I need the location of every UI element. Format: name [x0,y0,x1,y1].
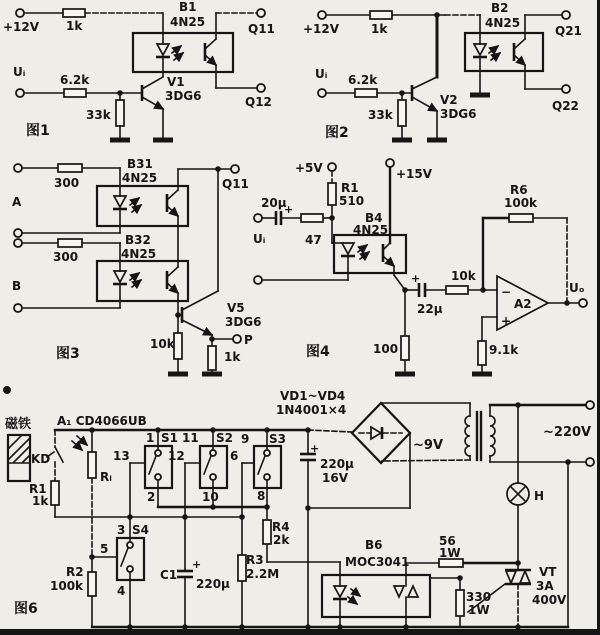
fig4-cap-in-plus: + [284,203,294,216]
fig4-led-symbol [341,243,369,259]
fig2-optocoupler-box [465,33,543,71]
fig3-opto1-name: B31 [127,157,153,171]
fig1-out-top-label: Q11 [248,22,275,36]
fig6-r4-name: R4 [272,520,290,534]
fig3-led1-symbol [113,196,141,212]
fig3-input-b-minus-terminal [14,304,22,312]
fig4-r-emitter-label: 100 [373,342,399,356]
fig4-opto-type: 4N25 [353,223,389,237]
fig1-title: 图1 [26,123,50,139]
fig4-cap-couple-plus: + [411,272,421,285]
fig4-output-terminal [579,299,587,307]
fig2-out-bottom-terminal [562,85,570,93]
fig3-opto2-type: 4N25 [121,247,157,261]
s3-pin-left: 6 [230,449,239,463]
fig1-resistor-33k [116,100,124,126]
fig4-input-label: Uᵢ [253,232,266,246]
fig1-resistor-1k [63,9,85,17]
fig2-opto-name: B2 [491,1,509,15]
s1-pin-bottom: 2 [147,490,156,504]
fig4-cap-in-label: 20μ [261,196,287,210]
fig3-optocoupler1-box [97,186,188,226]
magnet-label: 磁铁 [5,417,32,432]
capacitor-c1-symbol [177,571,193,577]
figure-3 [12,157,262,374]
triac-name: VT [539,565,557,579]
fig2-transistor-type: 3DG6 [440,107,477,121]
fig6-resistor-r2 [88,572,96,596]
fig4-phototransistor-symbol [383,243,394,266]
rectifier-label-2: 1N4001×4 [276,403,347,417]
fig1-transistor-symbol [142,77,163,109]
rectifier-label-1: VD1~VD4 [280,389,346,403]
magnet-symbol [8,435,30,481]
fig4-optocoupler-box [334,235,406,273]
fig6-r3-value: 2.2M [246,567,280,581]
fig1-r-base-label: 33k [86,108,111,122]
fig6-c1-plus: + [192,558,202,571]
fig2-supply-label: +12V [303,22,340,36]
fig4-opamp-inv-label: − [501,285,512,299]
s4-pin-left: 5 [100,542,109,556]
fig4-r1-value: 510 [339,194,365,208]
fig4-input-minus-terminal [254,276,262,284]
fig1-r-supply-label: 1k [66,19,83,33]
fig2-title: 图2 [325,125,349,141]
fig2-input-terminal [318,89,326,97]
fig1-phototransistor-symbol [205,39,216,65]
s3-pin-bottom: 8 [257,489,266,503]
fig4-r-series-label: 10k [451,269,476,283]
fig3-p-terminal [233,335,241,343]
s4-name: S4 [132,523,149,537]
fig3-transistor-name: V5 [227,301,245,315]
figure-4 [253,159,587,374]
fig2-r-base-label: 33k [368,108,393,122]
photoresistor-label: Rₗ [100,470,112,484]
fig4-opto-name: B4 [365,211,383,225]
fig6-r1-value: 1k [32,494,49,508]
fig3-output-label: Q11 [222,177,249,191]
fig6-resistor-56 [439,559,463,567]
fig4-resistor-r6 [509,214,533,222]
fig6-r3-name: R3 [246,553,264,567]
fig4-v-supply-terminal [386,159,394,167]
fig2-r-supply-label: 1k [371,22,388,36]
fig3-phototransistor1-symbol [167,190,178,216]
fig4-opamp-name: A2 [514,297,532,311]
triac-voltage: 400V [532,593,567,607]
s4-pin-top: 3 [117,523,126,537]
fig1-led-symbol [156,44,183,60]
fig4-resistor-47 [301,214,323,222]
fig2-phototransistor-symbol [514,39,525,65]
fig3-p-label: P [244,333,253,347]
fig1-out-bottom-label: Q12 [245,95,272,109]
fig6-r330-power: 1W [468,603,490,617]
fig3-input-b-label: B [12,279,22,293]
triac-current: 3A [536,579,554,593]
fig4-r-in-label: 47 [305,233,322,247]
figure-2 [303,1,582,141]
ac-secondary-label: ~9V [413,438,443,453]
fig2-resistor-1k [370,11,392,19]
fig1-out-bottom-terminal [257,84,265,92]
fig6-resistor-330 [456,590,464,616]
fig4-output-label: Uₒ [569,281,585,295]
fig1-r-input-label: 6.2k [60,73,90,87]
fig6-resistor-r4 [263,520,271,544]
fig6-r2-value: 100k [50,579,84,593]
fig2-resistor-33k [398,100,406,126]
fig6-cfilter-plus: + [310,442,320,455]
s3-pin-top: 9 [241,432,250,446]
fig4-resistor-100 [401,336,409,360]
s1-pin-top: 1 [146,431,155,445]
fig4-cap-couple-symbol [419,283,425,297]
fig3-resistor-1k [208,346,216,370]
fig3-input-a-minus-terminal [14,229,22,237]
s2-pin-bottom: 10 [202,490,219,504]
fig2-transistor-name: V2 [440,93,458,107]
fig6-optotriac-box [322,575,430,617]
s4-pin-bottom: 4 [117,584,126,598]
fig4-resistor-10k [446,286,468,294]
fig2-input-label: Uᵢ [315,67,328,81]
fig3-r-emitter-label: 1k [224,350,241,364]
fig4-cap-couple-label: 22μ [417,302,443,316]
fig4-v-supply-label: +15V [396,167,433,181]
fig3-title: 图3 [56,346,80,362]
fig2-out-top-label: Q21 [555,24,582,38]
fig1-supply-terminal [16,9,24,17]
reed-switch-label: KD [31,452,51,466]
fig1-resistor-6k2 [64,89,86,97]
fig4-resistor-r1 [328,183,336,205]
fig1-opto-name: B1 [179,0,197,14]
fig4-cap-in-symbol [276,211,281,225]
fig6-resistor-r1 [51,481,59,505]
s2-pin-top: 11 [182,431,199,445]
fig3-resistor-a [58,164,82,172]
fig6-r1-name: R1 [29,482,47,496]
s1-name: S1 [161,431,178,445]
fig4-input-plus-terminal [254,214,262,222]
mains-top-terminal [586,401,594,409]
fig1-wires [24,13,257,138]
fig1-input-label: Uᵢ [13,65,26,79]
fig1-supply-label: +12V [3,20,40,34]
fig3-led2-symbol [113,271,141,287]
fig6-resistor-r3 [238,555,246,581]
fig6-opto-type: MOC3041 [345,555,410,569]
fig3-r-base-label: 10k [150,337,175,351]
fig6-c1-name: C1 [160,568,178,582]
fig4-resistor-9k1 [478,341,486,365]
fig4-r-fb-value: 100k [504,196,538,210]
fig6-title: 图6 [14,601,38,617]
fig3-input-b-plus-terminal [14,239,22,247]
fig1-input-terminal [16,89,24,97]
fig3-input-a-label: A [12,195,22,209]
s1-pin-left: 13 [113,449,130,463]
fig2-opto-type: 4N25 [485,16,521,30]
fig3-phototransistor2-symbol [167,267,178,293]
fig1-out-top-terminal [257,9,265,17]
fig6-led-symbol [333,586,360,604]
transformer-symbol [465,412,495,460]
fig4-v-bias-terminal [328,163,336,171]
fig1-transistor-type: 3DG6 [165,89,202,103]
fig3-transistor-type: 3DG6 [225,315,262,329]
fig6-c1-value: 220μ [196,577,230,591]
fig3-input-a-plus-terminal [14,164,22,172]
fig4-v-bias-label: +5V [295,161,323,175]
fig6-r56-value: 56 [439,534,456,548]
lamp-label: H [534,489,545,503]
fig2-led-symbol [473,44,500,60]
fig4-r-fb-name: R6 [510,183,528,197]
fig2-out-top-terminal [562,11,570,19]
fig6-cfilter-voltage: 16V [322,471,348,485]
fig3-opto2-name: B32 [125,233,151,247]
fig3-output-terminal [231,165,239,173]
ac-mains-label: ~220V [543,425,592,440]
triac-vt-symbol [505,570,531,584]
s3-name: S3 [269,432,286,446]
fig3-opto1-type: 4N25 [122,171,158,185]
fig3-wires [22,168,233,372]
fig1-transistor-name: V1 [167,75,185,89]
fig3-optocoupler2-box [97,261,188,301]
fig1-opto-type: 4N25 [170,15,206,29]
fig6-r330-value: 330 [466,590,492,604]
fig4-r-noninv-label: 9.1k [489,343,519,357]
fig2-transistor-symbol [412,77,437,111]
fig6-r56-power: 1W [439,546,461,560]
fig6-wires [47,403,586,627]
fig3-resistor-10k [174,333,182,359]
fig3-r-b-label: 300 [53,250,79,264]
fig6-r2-name: R2 [66,565,84,579]
fig2-supply-terminal [318,11,326,19]
fig6-r4-value: 2k [273,533,290,547]
fig3-resistor-b [58,239,82,247]
fig6-opto-name: B6 [365,538,383,552]
ic-label: A₁ CD4066UB [57,414,147,428]
fig2-out-bottom-label: Q22 [552,99,579,113]
figure-1 [3,0,275,140]
fig4-title: 图4 [306,344,330,360]
fig6-opto-triac-symbol [394,586,418,597]
fig4-opamp-noninv-label: + [501,314,512,328]
bridge-rectifier-symbol [352,403,410,463]
lamp-symbol [507,483,529,505]
fig2-r-input-label: 6.2k [348,73,378,87]
fig3-r-a-label: 300 [54,176,80,190]
fig4-r1-name: R1 [341,181,359,195]
figure-6 [5,389,594,630]
fig2-resistor-6k2 [355,89,377,97]
s2-name: S2 [216,431,233,445]
fig6-cfilter-value: 220μ [320,457,354,471]
mains-bottom-terminal [586,458,594,466]
s2-pin-left: 12 [168,449,185,463]
